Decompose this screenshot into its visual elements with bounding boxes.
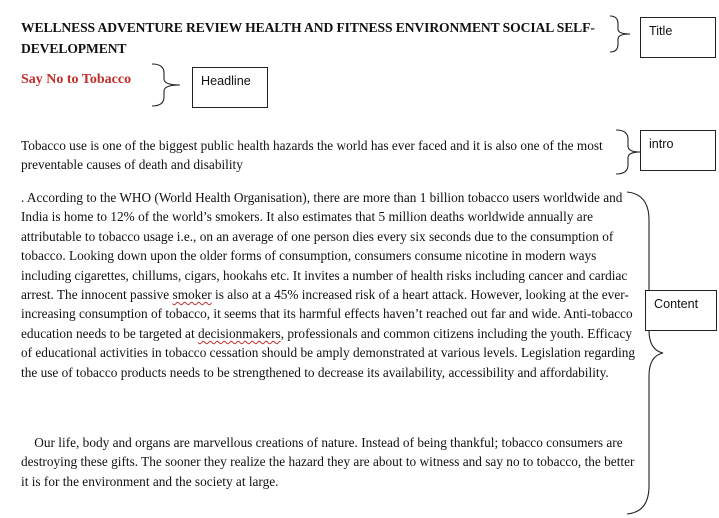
title-label-box <box>640 17 716 58</box>
spellcheck-word-smoker: smoker <box>172 287 212 303</box>
intro-label-box <box>640 130 716 171</box>
content-mid-text: is also at a 45% increased risk of a heart attack. However, looking at the ever-increasing consumption of tobacco, it seems that its harmful effects haven’t reached out far and wide. Anti-tobacco education needs to be targeted at <box>21 287 633 341</box>
intro-label: intro <box>649 137 674 151</box>
headline-label-box <box>192 67 268 108</box>
document-title: WELLNESS ADVENTURE REVIEW HEALTH AND FITNESS ENVIRONMENT SOCIAL SELF-DEVELOPMENT <box>21 20 595 56</box>
closing-paragraph: Our life, body and organs are marvellous creations of nature. Instead of being thankful; tobacco consumers are destroying these gifts. The sooner they realize the hazard they are about to witness and say no to tobacco, the better it is for the environment and the society at large. <box>21 435 638 489</box>
title-label: Title <box>649 24 673 38</box>
content-brace <box>625 190 665 516</box>
content-tail-text: , professionals and common citizens including the youth. Efficacy of educational activities in tobacco cessation should be amply demonstrated at various levels. Legislation regarding the use of tobacco products needs to be strengthened to decrease its availability, accessibility and affordability. <box>21 325 636 380</box>
headline-label: Headline <box>201 74 251 88</box>
headline-brace <box>150 62 186 108</box>
headline: Say No to Tobacco <box>21 72 132 87</box>
spellcheck-word-decisionmakers: decisionmakers <box>197 325 281 341</box>
content-lead-text: . According to the WHO (World Health Organisation), there are more than 1 billion tobacco users worldwide and India is home to 12% of the world’s smokers. It also estimates that 5 million deaths worldwide annually are attributable to tobacco usage i.e., on an average of one person dies every six seconds due to the consumption of tobacco. Looking down upon the older forms of consumption, consumers consume nicotine in modern ways including cigarettes, chillums, cigars, hookahs etc. It invites a number of health risks including cancer and cardiac arrest. The innocent passive <box>21 190 628 303</box>
intro-paragraph: Tobacco use is one of the biggest public health hazards the world has ever faced and it is also one of the most preventable causes of death and disability <box>21 138 603 173</box>
title-brace <box>608 14 638 54</box>
content-paragraph <box>21 188 636 382</box>
content-label-box <box>645 290 717 331</box>
content-label: Content <box>654 297 699 311</box>
